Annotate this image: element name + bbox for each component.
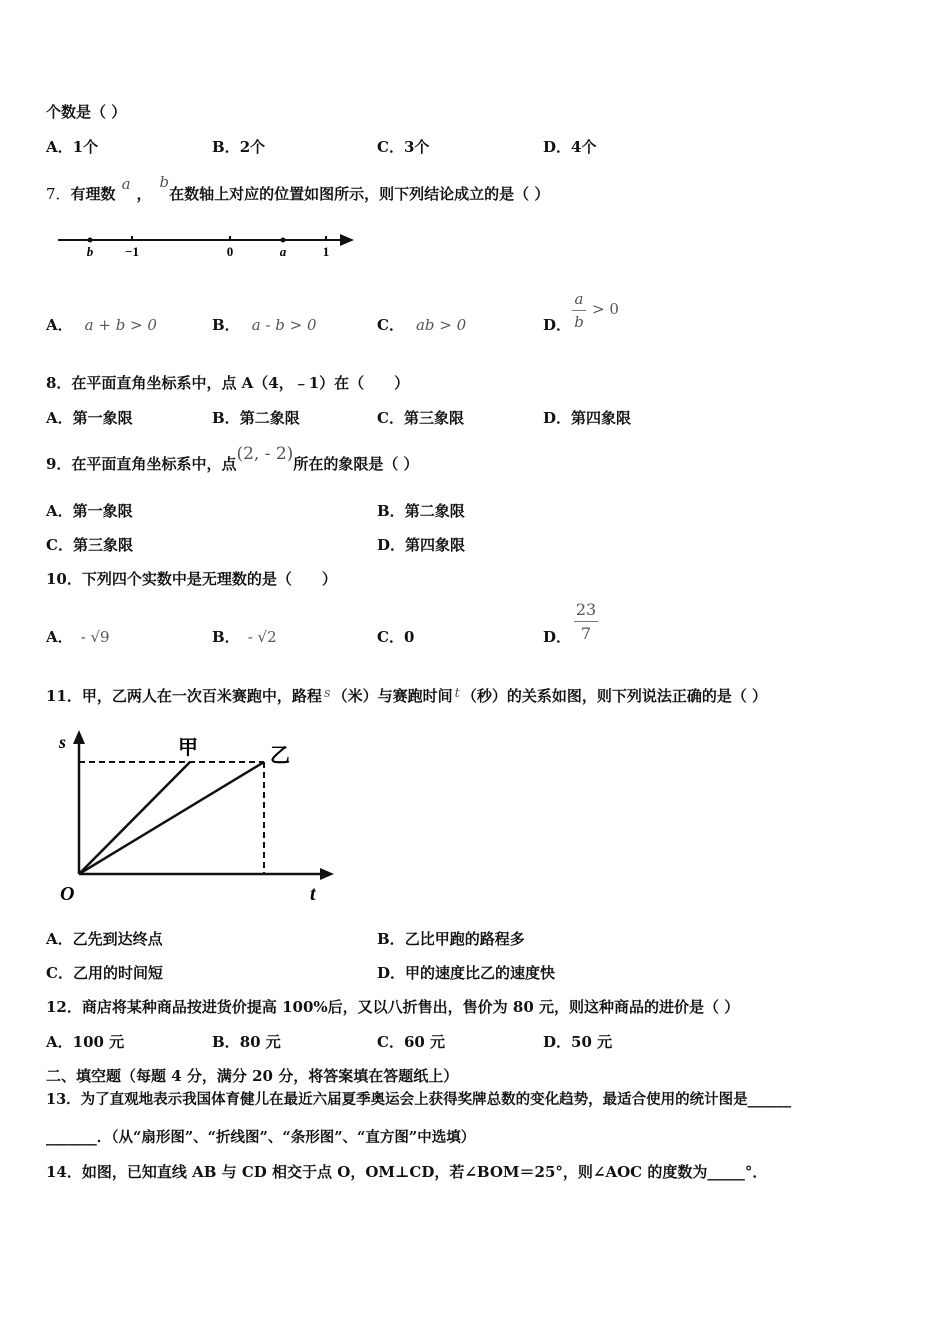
section-2-title: 二、填空题（每题 4 分，满分 20 分，将答案填在答题纸上）: [46, 1067, 459, 1085]
q7-option-b[interactable]: B． a - b > 0: [212, 316, 317, 334]
q7-number-line: [52, 228, 362, 262]
q11-option-b[interactable]: B．乙比甲跑的路程多: [377, 930, 525, 948]
q11-var-t: t: [454, 686, 460, 701]
q11-stem: 11．甲，乙两人在一次百米赛跑中，路程 s （米）与赛跑时间 t （秒）的关系如图，则下列说法正确的是（ ）: [46, 686, 768, 705]
q9-option-a[interactable]: A．第一象限: [46, 502, 133, 520]
q12-option-a[interactable]: A．100 元: [46, 1033, 125, 1051]
q7-option-c[interactable]: C． ab > 0: [377, 316, 467, 334]
q6-option-a[interactable]: A．1个: [46, 138, 99, 156]
q6-option-c[interactable]: C．3个: [377, 138, 430, 156]
q6-stem-tail: 个数是（ ）: [46, 103, 127, 121]
numberline-label-neg1: −1: [125, 244, 139, 259]
q13-line-2: _______．（从“扇形图”、“折线图”、“条形图”、“直方图”中选填）: [46, 1129, 476, 1146]
q6-option-d[interactable]: D．4个: [543, 138, 597, 156]
q8-stem: 8．在平面直角坐标系中，点 A（4，﹣1）在（ ）: [46, 374, 410, 392]
numberline-label-1: 1: [322, 244, 330, 259]
q8-option-c[interactable]: C．第三象限: [377, 409, 464, 427]
q11-label-jia: 甲: [178, 737, 198, 759]
q12-option-d[interactable]: D．50 元: [543, 1033, 613, 1051]
q7-option-d[interactable]: D．: [543, 316, 572, 334]
q7-option-d-fraction: a b: [572, 290, 586, 331]
numberline-label-0: 0: [226, 244, 234, 259]
q8-option-b[interactable]: B．第二象限: [212, 409, 300, 427]
q7-var-a: a: [121, 175, 131, 193]
q7-option-a[interactable]: A． a + b > 0: [46, 316, 157, 334]
q10-option-b[interactable]: B． - √2: [212, 628, 277, 646]
q10-option-d[interactable]: D．: [543, 628, 572, 646]
q11-label-yi: 乙: [270, 745, 290, 767]
q11-axis-s: s: [59, 732, 67, 752]
q9-option-b[interactable]: B．第二象限: [377, 502, 465, 520]
q10-stem: 10．下列四个实数中是无理数的是（ ）: [46, 570, 337, 588]
q11-option-a[interactable]: A．乙先到达终点: [46, 930, 163, 948]
q14-stem: 14．如图，已知直线 AB 与 CD 相交于点 O，OM⊥CD，若∠BOM＝25°，则∠AOC 的度数为_____°．: [46, 1163, 768, 1181]
q8-option-d[interactable]: D．第四象限: [543, 409, 632, 427]
numberline-label-a: a: [279, 244, 287, 259]
q9-option-d[interactable]: D．第四象限: [377, 536, 466, 554]
q7-var-b: b: [159, 173, 170, 191]
q13-line-1: 13．为了直观地表示我国体育健儿在最近六届夏季奥运会上获得奖牌总数的变化趋势，最适合使用的统计图是______: [46, 1091, 792, 1108]
numberline-label-b: b: [86, 244, 94, 259]
q8-option-a[interactable]: A．第一象限: [46, 409, 133, 427]
q11-axis-t: t: [310, 883, 316, 905]
q12-option-c[interactable]: C．60 元: [377, 1033, 446, 1051]
q9-point: (2, - 2): [236, 444, 294, 464]
q6-option-b[interactable]: B．2个: [212, 138, 266, 156]
q12-stem: 12．商店将某种商品按进货价提高 100%后，又以八折售出，售价为 80 元，则这种商品的进价是（ ）: [46, 998, 740, 1016]
q10-option-d-fraction: 23 7: [575, 600, 597, 643]
q11-origin: O: [60, 883, 75, 905]
q11-graph: [52, 728, 342, 908]
q7-stem: 7．有理数a，b在数轴上对应的位置如图所示，则下列结论成立的是（ ）: [46, 173, 550, 203]
q11-option-d[interactable]: D．甲的速度比乙的速度快: [377, 964, 556, 982]
q11-option-c[interactable]: C．乙用的时间短: [46, 964, 163, 982]
q12-option-b[interactable]: B．80 元: [212, 1033, 281, 1051]
q10-option-c[interactable]: C．0: [377, 628, 415, 646]
q11-line-yi: [79, 762, 264, 874]
q9-stem: 9．在平面直角坐标系中，点(2, - 2)所在的象限是（ ）: [46, 444, 419, 473]
q7-option-d-rest: > 0: [592, 300, 619, 318]
q10-option-a[interactable]: A． - √9: [46, 628, 110, 646]
q11-var-s: s: [323, 686, 331, 701]
q9-option-c[interactable]: C．第三象限: [46, 536, 133, 554]
